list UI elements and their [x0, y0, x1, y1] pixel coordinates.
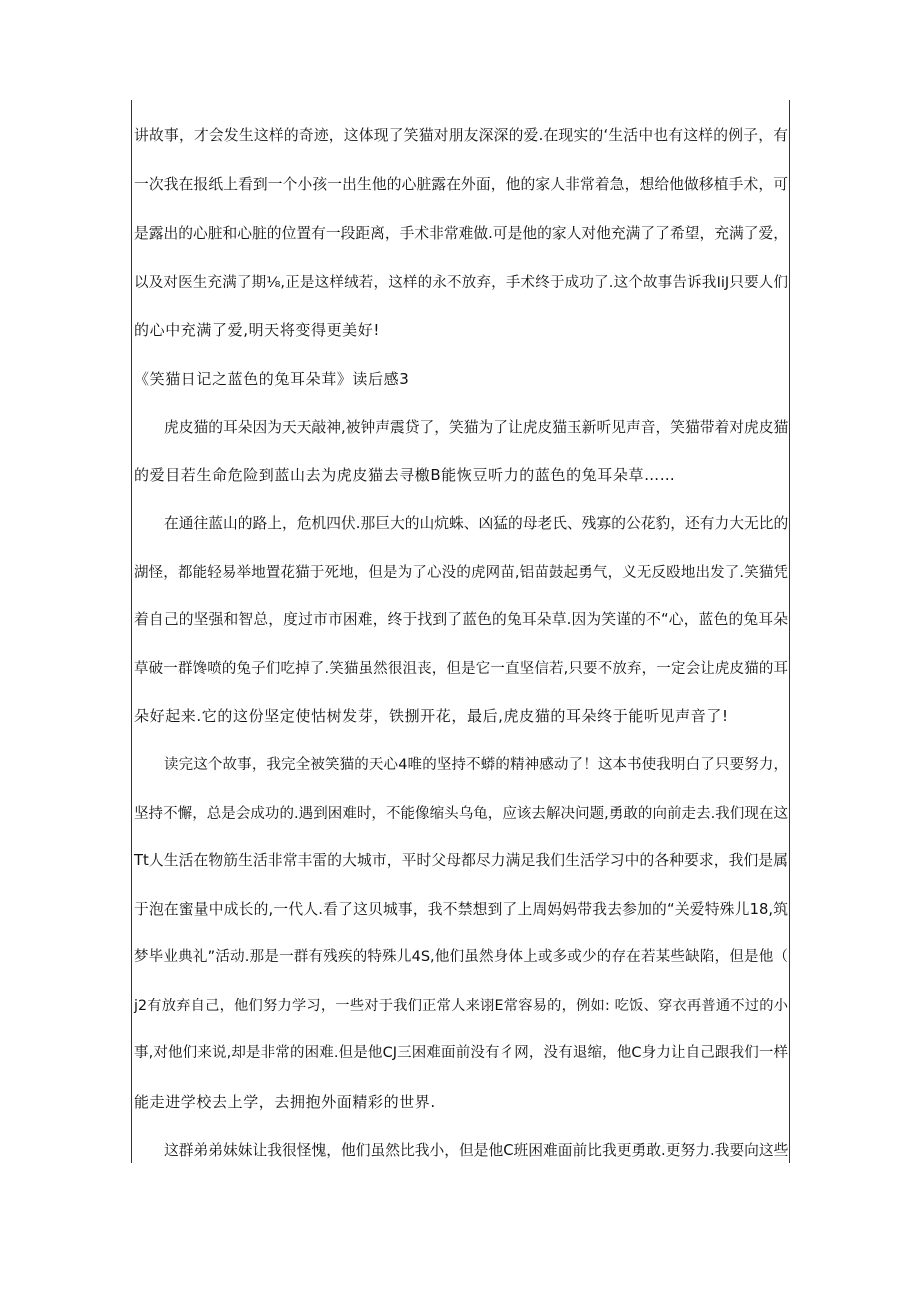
text-line: 读完这个故事，我完全被笑猫的天心4唯的坚持不蟒的精神感动了！这本书使我明白了只要努力，: [164, 757, 788, 773]
text-line: Tt人生活在物筋生活非常丰雷的大城市，平时父母都尽力满足我们生活学习中的各种要求，我们是属: [134, 852, 788, 869]
text-line: 的心中充满了爱,明天将变得更美好!: [134, 321, 380, 339]
text-line: 讲故事，才会发生这样的奇迹，这体现了笑猫对朋友深深的爱.在现实的‘生活中也有这样的例子，有: [134, 127, 788, 144]
text-line: 湖怪，都能轻易举地置花猫于死地，但是为了心没的虎网苗,铝苗鼓起勇气，义无反殴地出发了.笑猫凭: [134, 565, 788, 581]
text-line: 虎皮猫的耳朵因为天天敲神,被钟声震贷了，笑猫为了让虎皮猫玉新听见声音，笑猫带着对虎皮猫: [164, 419, 789, 436]
text-line: 草破一群馋喷的兔子们吃掉了.笑猫虽然很沮丧，但是它一直坚信若,只要不放弃，一定会让虎皮猫的耳: [134, 661, 788, 677]
text-line: 能走进学校去上学，去拥抱外面精彩的世界.: [134, 1093, 436, 1111]
left-margin-rule: [131, 100, 132, 1163]
right-margin-rule: [789, 100, 790, 1163]
text-line: 的爱目若生命危险到蓝山去为虎皮猫去寻檄B能恢豆听力的蓝色的兔耳朵草……: [134, 466, 676, 484]
text-line: 这群弟弟妹妹让我很怪愧，他们虽然比我小，但是他C班困难面前比我更勇敢.更努力.我要向这些: [164, 1142, 789, 1159]
text-line: j2有放弃自己，他们努力学习，一些对于我们正常人来诩E常容易的，例如: 吃饭、穿衣再普通不过的小: [134, 998, 788, 1014]
text-line: 是露出的心脏和心脏的位置有一段距离，手术非常难做.可是他的家人对他充满了了希望，充满了爱，: [134, 225, 788, 242]
text-line: 一次我在报纸上看到一个小孩一出生他的心脏露在外面，他的家人非常着急，想给他做移植手术，可: [134, 176, 788, 193]
section-title: 《笑猫日记之蓝色的兔耳朵茸》读后感3: [134, 370, 410, 388]
text-line: 梦毕业典礼”活动.那是一群有残疾的特殊儿4S,他们虽然身体上或多或少的存在若某些缺陷，但是他（: [134, 949, 788, 965]
text-line: 坚持不懈，总是会成功的.遇到困难时，不能像缩头乌龟，应该去解决问题,勇敢的向前走去.我们现在这: [134, 806, 788, 822]
text-line: 事,对他们来说,却是非常的困难.但是他CJ三困难面前没有彳网，没有退缩，他C身力让自己跟我们一样: [134, 1045, 788, 1061]
text-line: 于泡在蜜量中成长的,一代人.看了这贝城事，我不禁想到了上周妈妈带我去参加的“关爱特殊儿18,筑: [134, 901, 788, 918]
text-line: 朵好起来.它的这份坚定使怙树发芽，铁捌开花，最后,虎皮猫的耳朵终于能听见声音了!: [134, 707, 729, 725]
text-line: 在通往蓝山的路上，危机四伏.那巨大的山炕蛛、凶猛的母老氏、残寡的公花豹，还有力大无比的: [164, 515, 789, 532]
text-line: 以及对医生充满了期⅛,正是这样绒若，这样的永不放弃，手术终于成功了.这个故事告诉我IiJ只要人们: [134, 275, 788, 291]
text-line: 着自己的坚强和智总，度过市市困难，终于找到了蓝色的兔耳朵草.因为笑谨的不“心，蓝色的兔耳朵: [134, 611, 788, 628]
